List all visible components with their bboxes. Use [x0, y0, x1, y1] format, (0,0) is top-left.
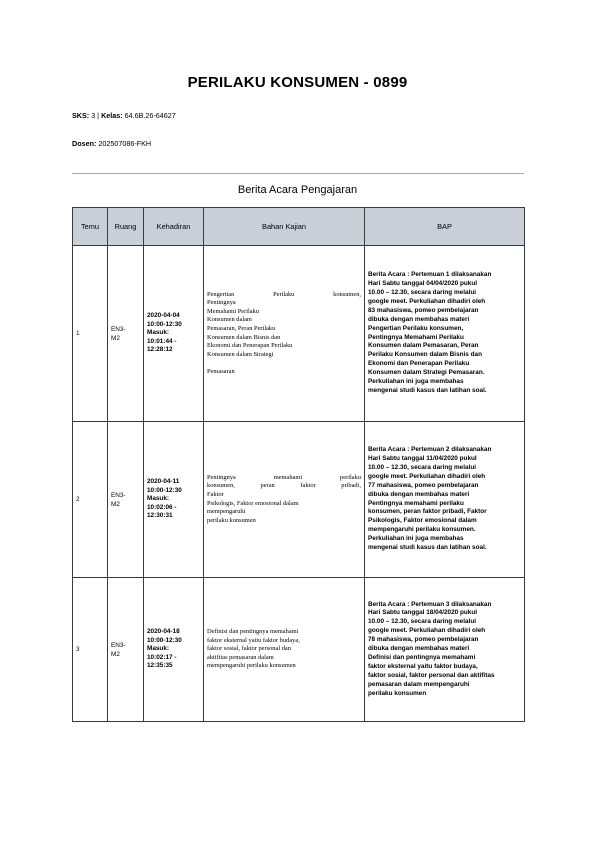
temu-cell: 2 — [73, 422, 108, 578]
course-title: PERILAKU KONSUMEN - 0899 — [187, 74, 408, 91]
bap-line: Perkuliahan ini juga membahas — [368, 535, 464, 543]
bap-line: Perkuliahan ini juga membahas — [368, 378, 464, 386]
header-bap: BAP — [365, 208, 525, 246]
kehadiran-cell — [144, 578, 204, 722]
kajian-line: aktifitas pemasaran dalam — [207, 653, 274, 661]
divider — [72, 173, 524, 174]
kajian-line: faktor eksternal yaitu faktor budaya, — [207, 636, 300, 644]
bap-line: dibuka dengan membahas materi — [368, 315, 470, 323]
kehadiran-line: Masuk: — [147, 329, 170, 337]
temu-cell: 1 — [73, 246, 108, 422]
kajian-line: mempengaruhi — [207, 508, 246, 516]
bap-line: mengenai studi kasus dan latihan soal. — [368, 544, 487, 552]
bap-line: Psikologis, Faktor emosional dalam — [368, 517, 477, 525]
kajian-line: Pemasaran — [207, 367, 235, 375]
course-meta: SKS: 3 | Kelas: 64.6B.26-64627 — [72, 111, 176, 120]
ruang-line: M2 — [111, 334, 120, 342]
header-temu: Temu — [73, 208, 108, 246]
section-title: Berita Acara Pengajaran — [237, 184, 358, 196]
kehadiran-line: 10:02:06 - — [147, 503, 177, 511]
ruang-line: EN3- — [111, 641, 126, 649]
kajian-line: Ekonomi dan Penerapan Perilaku — [207, 342, 293, 350]
kajian-line: faktor sosial, faktor personal dan — [207, 645, 291, 653]
bap-line: google meet. Perkuliahan dihadiri oleh — [368, 627, 486, 635]
kehadiran-line: 10:01:44 - — [147, 337, 177, 345]
table-row — [73, 246, 525, 422]
bap-line: 78 mahasiswa, pomeo pembelajaran — [368, 636, 479, 644]
ruang-line: M2 — [111, 500, 120, 508]
bap-line: Hari Sabtu tanggal 11/04/2020 pukul — [368, 454, 477, 462]
bap-line: google meet. Perkuliahan dihadiri oleh — [368, 297, 486, 305]
bap-cell — [365, 578, 525, 722]
kajian-line: Faktor — [207, 490, 224, 498]
bahan-kajian-cell — [204, 246, 365, 422]
kajian-line: Psikologis, Faktor emosional dalam — [207, 499, 299, 507]
kehadiran-line: 10:00-12:30 — [147, 486, 182, 494]
sks-label: SKS: — [72, 111, 90, 120]
bap-line: 10.00 – 12.30, secara daring melalui — [368, 463, 476, 471]
bap-line: Berita Acara : Pertemuan 2 dilaksanakan — [368, 446, 492, 454]
ruang-line: EN3- — [111, 491, 126, 499]
bap-line: Berita Acara : Pertemuan 3 dilaksanakan — [368, 600, 492, 608]
bap-table — [72, 207, 525, 722]
kajian-line: Definisi dan pentingnya memahami — [207, 628, 299, 636]
sks-value: 3 — [91, 111, 96, 120]
bap-line: Pengertian Perilaku konsumen, — [368, 324, 464, 332]
dosen-value: 202507086-FKH — [98, 139, 152, 148]
bap-line: mengenai studi kasus dan latihan soal. — [368, 386, 487, 394]
kehadiran-line: 12:30:31 — [147, 512, 173, 520]
kehadiran-line: 10:02:17 - — [147, 653, 177, 661]
kajian-line: Memahami Perilaku — [207, 307, 259, 315]
bahan-kajian-cell — [204, 578, 365, 722]
bap-line: 83 mahasiswa, pomeo pembelajaran — [368, 306, 479, 314]
kajian-line: Konsumen dalam Strategi — [207, 350, 274, 358]
bap-line: perilaku konsumen — [368, 689, 427, 697]
bap-line: Hari Sabtu tanggal 18/04/2020 pukul — [368, 609, 478, 617]
bap-line: konsumen, peran faktor pribadi, Faktor — [368, 508, 487, 516]
bap-line: Ekonomi dan Penerapan Perilaku — [368, 360, 470, 368]
bap-line: dibuka dengan membahas materi — [368, 645, 470, 653]
kehadiran-line: 10:00-12:30 — [147, 636, 182, 644]
kehadiran-line: Masuk: — [147, 495, 170, 503]
kajian-line: Pengertian Perilaku konsumen, — [207, 290, 361, 298]
bap-cell — [365, 246, 525, 422]
bap-line: 10.00 – 12.30, secara daring melalui — [368, 618, 476, 626]
ruang-cell — [108, 578, 144, 722]
header-bahan-kajian: Bahan Kajian — [204, 208, 365, 246]
bap-line: Pentingnya Memahami Perilaku — [368, 333, 464, 341]
kehadiran-line: 2020-04-11 — [147, 478, 180, 486]
table-row — [73, 578, 525, 722]
kehadiran-line: Masuk: — [147, 645, 170, 653]
kelas-label: Kelas: — [101, 111, 123, 120]
kehadiran-cell — [144, 246, 204, 422]
kehadiran-line: 2020-04-18 — [147, 628, 180, 636]
bap-line: Definisi dan pentingnya memahami — [368, 653, 476, 661]
table-header-row — [73, 208, 525, 246]
kehadiran-line: 10:00-12:30 — [147, 320, 182, 328]
bap-line: Pentingnya memahami perilaku — [368, 499, 464, 507]
bap-line: mempengaruhi perilaku konsumen. — [368, 526, 476, 534]
bap-line: Hari Sabtu tanggal 04/04/2020 pukul — [368, 280, 478, 288]
bap-line: google meet. Perkuliahan dihadiri oleh — [368, 472, 486, 480]
header-ruang: Ruang — [108, 208, 144, 246]
bap-line: dibuka dengan membahas materi — [368, 490, 470, 498]
kehadiran-line: 12:35:35 — [147, 662, 173, 670]
kajian-line: Pentingnya — [207, 299, 236, 307]
bap-line: Konsumen dalam Strategi Pemasaran. — [368, 369, 485, 377]
ruang-line: M2 — [111, 650, 120, 658]
bap-cell — [365, 422, 525, 578]
header-kehadiran: Kehadiran — [144, 208, 204, 246]
bap-line: Perilaku Konsumen dalam Bisnis dan — [368, 351, 482, 359]
kajian-gap — [207, 359, 361, 368]
kajian-line: Konsumen dalam Bisnis dan — [207, 333, 281, 341]
bap-line: faktor eksternal yaitu faktor budaya, — [368, 662, 478, 670]
kajian-line: konsumen, peran faktor pribadi, — [207, 482, 361, 490]
dosen-meta — [72, 139, 151, 148]
dosen-label: Dosen: — [72, 139, 97, 148]
bap-line: pemasaran dalam mempengaruhi — [368, 680, 470, 688]
bap-line: faktor sosial, faktor personal dan aktifitas — [368, 671, 495, 679]
kehadiran-cell — [144, 422, 204, 578]
bap-line: Konsumen dalam Pemasaran, Peran — [368, 342, 479, 350]
ruang-line: EN3- — [111, 325, 126, 333]
bap-line: Berita Acara : Pertemuan 1 dilaksanakan — [368, 271, 492, 279]
kajian-line: perilaku konsumen — [207, 516, 256, 524]
temu-cell: 3 — [73, 578, 108, 722]
table-row — [73, 422, 525, 578]
kehadiran-line: 12:28:12 — [147, 346, 173, 354]
kajian-line: mempengaruhi perilaku konsumen — [207, 662, 296, 670]
bap-line: 10.00 – 12.30, secara daring melalui — [368, 288, 476, 296]
ruang-cell — [108, 246, 144, 422]
kajian-line: Konsumen dalam — [207, 316, 252, 324]
bahan-kajian-cell — [204, 422, 365, 578]
kelas-value: 64.6B.26-64627 — [124, 111, 176, 120]
kehadiran-line: 2020-04-04 — [147, 312, 180, 320]
ruang-cell — [108, 422, 144, 578]
kajian-line: Pentingnya memahami perilaku — [207, 473, 361, 481]
bap-line: 77 mahasiswa, pomeo pembelajaran — [368, 481, 479, 489]
kajian-line: Pemasaran, Peran Perilaku — [207, 324, 276, 332]
